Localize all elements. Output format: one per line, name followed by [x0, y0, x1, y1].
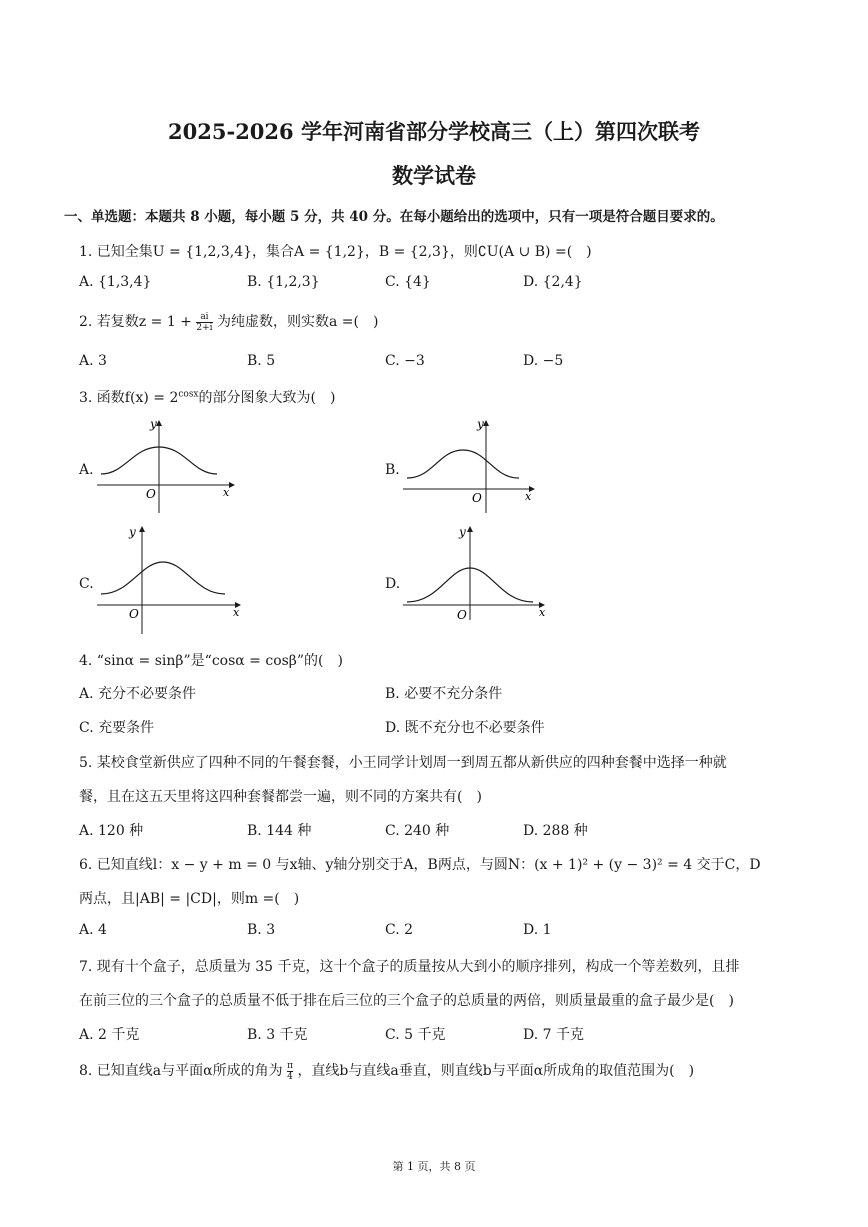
graph-d [401, 522, 551, 622]
question-4-option-c: C. 充要条件 [79, 720, 155, 736]
graph-a-y-label: y [150, 418, 157, 431]
question-4-stem: 4. “sinα = sinβ”是“cosα = cosβ”的( ) [79, 653, 343, 669]
exam-title: 2025-2026 学年河南省部分学校高三（上）第四次联考 [168, 119, 700, 144]
section-heading: 一、单选题：本题共 8 小题，每小题 5 分，共 40 分。在每小题给出的选项中，只有一项是符合题目要求的。 [64, 209, 724, 225]
question-8-stem-pre: 8. 已知直线a与平面α所成的角为 [79, 1063, 283, 1079]
question-1-option-c: C. {4} [385, 274, 431, 290]
question-7-line-2: 在前三位的三个盒子的总质量不低于排在后三位的三个盒子的总质量的两倍，则质量最重的盒子最少是( ) [79, 993, 734, 1009]
question-6-line-1: 6. 已知直线l：x − y + m = 0 与x轴、y轴分别交于A，B两点，与圆N：(x + 1)² + (y − 3)² = 4 交于C，D [79, 857, 761, 873]
question-2-option-d: D. −5 [523, 353, 564, 369]
graph-c-origin: O [129, 607, 139, 621]
question-1-option-b: B. {1,2,3} [247, 274, 320, 290]
question-7-option-c: C. 5 千克 [385, 1027, 446, 1043]
question-8-fraction-denominator: 4 [287, 1071, 293, 1082]
question-2-fraction [196, 312, 212, 333]
question-2-option-c: C. −3 [385, 353, 425, 369]
question-8-stem [79, 1060, 694, 1082]
question-3-exponent: cosx [178, 389, 199, 400]
graph-a-x-label: x [223, 486, 230, 499]
graph-d-origin: O [457, 608, 467, 622]
question-1-stem: 1. 已知全集U = {1,2,3,4}，集合A = {1,2}，B = {2,3}，则∁U(A ∪ B) =( ) [79, 244, 592, 260]
graph-b-curve [407, 450, 519, 478]
question-2-stem-pre: 2. 若复数z = 1 + [79, 314, 192, 330]
question-8-fraction [287, 1061, 293, 1082]
graph-c-curve [101, 562, 225, 594]
question-5-option-b: B. 144 种 [247, 823, 312, 839]
question-2-stem [79, 311, 378, 333]
question-7-option-b: B. 3 千克 [247, 1027, 308, 1043]
graph-c-y-label: y [129, 525, 136, 539]
graph-d-x-label: x [539, 606, 546, 619]
question-6-option-d: D. 1 [523, 922, 552, 938]
question-6-option-b: B. 3 [247, 922, 276, 938]
question-2-fraction-denominator: 2+i [196, 322, 213, 333]
question-5-option-c: C. 240 种 [385, 823, 450, 839]
graph-b-label: B. [385, 462, 400, 478]
question-6-line-2: 两点，且|AB| = |CD|，则m =( ) [79, 891, 300, 907]
graph-b-y-arrow [483, 420, 489, 426]
graph-b-y-label: y [477, 418, 484, 431]
question-8-stem-post: ，直线b与直线a垂直，则直线b与平面α所成角的取值范围为( ) [297, 1063, 695, 1079]
question-4-option-b: B. 必要不充分条件 [385, 686, 503, 702]
question-7-option-d: D. 7 千克 [523, 1027, 584, 1043]
graph-d-y-label: y [459, 525, 466, 539]
graph-c-y-arrow [139, 526, 145, 532]
question-3-stem [79, 387, 335, 407]
question-3-stem-pre: 3. 函数f(x) = 2 [79, 390, 179, 406]
question-5-option-a: A. 120 种 [79, 823, 144, 839]
graph-c-x-label: x [233, 606, 240, 619]
graph-b [401, 418, 551, 518]
question-7-line-1: 7. 现有十个盒子，总质量为 35 千克，这十个盒子的质量按从大到小的顺序排列，构成一个等差数列，且排 [79, 959, 740, 975]
question-6-option-c: C. 2 [385, 922, 414, 938]
graph-a-y-arrow [156, 420, 162, 426]
graph-d-y-arrow [467, 526, 473, 532]
graph-c-label: C. [79, 576, 94, 592]
graph-c [95, 522, 245, 637]
question-5-line-2: 餐，且在这五天里将这四种套餐都尝一遍，则不同的方案共有( ) [79, 789, 482, 805]
question-2-fraction-numerator: ai [196, 312, 212, 323]
graph-a-label: A. [79, 462, 94, 478]
page-footer: 第 1 页，共 8 页 [392, 1160, 476, 1173]
question-7-option-a: A. 2 千克 [79, 1027, 140, 1043]
question-1-option-d: D. {2,4} [523, 274, 583, 290]
question-5-line-1: 5. 某校食堂新供应了四种不同的午餐套餐，小王同学计划周一到周五都从新供应的四种套餐中选择一种就 [79, 755, 727, 771]
question-4-option-d: D. 既不充分也不必要条件 [385, 720, 545, 736]
graph-d-label: D. [385, 576, 401, 592]
question-3-stem-post: 的部分图象大致为( ) [198, 390, 336, 406]
question-6-option-a: A. 4 [79, 922, 107, 938]
graph-a [95, 418, 245, 518]
graph-b-origin: O [472, 491, 482, 505]
question-2-option-b: B. 5 [247, 353, 276, 369]
question-8-fraction-numerator: π [287, 1060, 293, 1071]
question-5-option-d: D. 288 种 [523, 823, 588, 839]
exam-subtitle: 数学试卷 [392, 163, 476, 188]
question-4-option-a: A. 充分不必要条件 [79, 686, 197, 702]
graph-a-x-arrow [229, 482, 235, 488]
graph-a-origin: O [146, 487, 156, 501]
graph-b-x-label: x [525, 490, 532, 503]
question-2-stem-post: 为纯虚数，则实数a =( ) [216, 314, 379, 330]
question-2-option-a: A. 3 [79, 353, 107, 369]
question-1-option-a: A. {1,3,4} [79, 274, 152, 290]
